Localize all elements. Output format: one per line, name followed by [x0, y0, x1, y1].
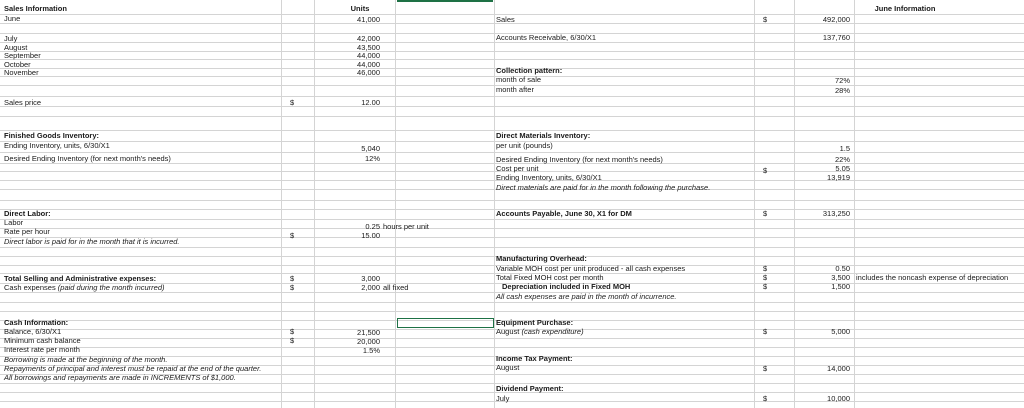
sga-currency: $ — [290, 274, 295, 283]
borrowing-note: Borrowing is made at the beginning of the month. — [4, 355, 168, 364]
accounts-payable-currency: $ — [763, 209, 768, 218]
month-units[interactable]: 43,500 — [357, 43, 380, 52]
month-after-value[interactable]: 28% — [834, 86, 850, 95]
june-info-title: June Information — [874, 4, 936, 13]
accounts-payable-label: Accounts Payable, June 30, X1 for DM — [496, 209, 632, 218]
fg-ending-label: Ending Inventory, units, 6/30/X1 — [4, 141, 110, 150]
month-label: August — [4, 43, 28, 52]
cash-expenses-value[interactable]: 2,000 — [361, 283, 380, 292]
fixed-moh-currency: $ — [763, 273, 768, 282]
selected-cell-top[interactable] — [397, 0, 493, 5]
sga-total-value[interactable]: 3,000 — [361, 274, 380, 283]
dm-per-unit-value[interactable]: 1.5 — [839, 144, 850, 153]
june-sales-currency: $ — [763, 15, 768, 24]
month-of-sale-label: month of sale — [496, 75, 542, 84]
depreciation-currency: $ — [763, 282, 768, 291]
sga-title: Total Selling and Administrative expenses: — [4, 274, 157, 283]
income-tax-currency: $ — [763, 364, 768, 373]
labor-value[interactable]: 0.25 — [365, 222, 380, 231]
sales-price-value[interactable]: 12.00 — [361, 98, 380, 107]
dividend-currency: $ — [763, 394, 768, 403]
equipment-currency: $ — [763, 327, 768, 336]
ar-value[interactable]: 137,760 — [822, 33, 850, 42]
labor-unit: hours per unit — [383, 222, 429, 231]
month-label: September — [4, 51, 41, 60]
units-header: Units — [350, 4, 370, 13]
month-label: July — [4, 34, 18, 43]
dm-inventory-title: Direct Materials Inventory: — [496, 131, 591, 140]
dm-ending-label: Ending Inventory, units, 6/30/X1 — [496, 173, 602, 182]
equipment-title: Equipment Purchase: — [496, 318, 574, 327]
income-tax-label: August — [496, 363, 520, 372]
cash-expenses-text: Cash expenses — [4, 283, 56, 292]
month-units[interactable]: 44,000 — [357, 60, 380, 69]
dm-desired-value[interactable]: 22% — [834, 155, 850, 164]
min-cash-label: Minimum cash balance — [4, 336, 81, 345]
cash-expenses-currency: $ — [290, 283, 295, 292]
accounts-payable-value[interactable]: 313,250 — [822, 209, 850, 218]
sales-price-label: Sales price — [4, 98, 42, 107]
dm-per-unit-label: per unit (pounds) — [496, 141, 553, 150]
ar-label: Accounts Receivable, 6/30/X1 — [496, 33, 597, 42]
june-units[interactable]: 41,000 — [357, 15, 380, 24]
depreciation-label: Depreciation included in Fixed MOH — [502, 282, 631, 291]
dm-desired-label: Desired Ending Inventory (for next month's needs) — [496, 155, 663, 164]
repayment-note: Repayments of principal and interest must be repaid at the end of the quarter. — [4, 364, 262, 373]
selected-cell-cash-balance[interactable] — [397, 318, 494, 328]
depreciation-value[interactable]: 1,500 — [831, 282, 850, 291]
rate-per-hour-value[interactable]: 15.00 — [361, 231, 380, 240]
dividend-label: July — [496, 394, 510, 403]
fg-desired-label: Desired Ending Inventory (for next month's needs) — [4, 154, 171, 163]
month-of-sale-value[interactable]: 72% — [834, 76, 850, 85]
fixed-moh-label: Total Fixed MOH cost per month — [496, 273, 604, 282]
fixed-moh-value[interactable]: 3,500 — [831, 273, 850, 282]
income-tax-title: Income Tax Payment: — [496, 354, 573, 363]
cash-balance-currency: $ — [290, 327, 295, 336]
cash-expenses-unit: all fixed — [383, 283, 409, 292]
fg-desired-value[interactable]: 12% — [364, 154, 380, 163]
collection-title: Collection pattern: — [496, 66, 563, 75]
fg-inventory-title: Finished Goods Inventory: — [4, 131, 100, 140]
increments-note: All borrowings and repayments are made in INCREMENTS of $1,000. — [4, 373, 236, 382]
june-sales-value[interactable]: 492,000 — [822, 15, 850, 24]
month-units[interactable]: 44,000 — [357, 51, 380, 60]
equipment-note: (cash expenditure) — [521, 327, 584, 336]
month-units[interactable]: 46,000 — [357, 68, 380, 77]
rate-per-hour-label: Rate per hour — [4, 227, 50, 236]
june-label: June — [4, 14, 21, 23]
variable-moh-label: Variable MOH cost per unit produced - all cash expenses — [496, 264, 686, 273]
dm-cost-currency: $ — [763, 166, 768, 175]
labor-payment-note: Direct labor is paid for in the month that it is incurred. — [4, 237, 180, 246]
income-tax-value[interactable]: 14,000 — [827, 364, 850, 373]
month-label: October — [4, 60, 31, 69]
min-cash-currency: $ — [290, 336, 295, 345]
fg-ending-value[interactable]: 5,040 — [361, 144, 380, 153]
rate-currency: $ — [290, 231, 295, 240]
equipment-label — [496, 327, 584, 336]
variable-moh-currency: $ — [763, 264, 768, 273]
cash-expenses-note: (paid during the month incurred) — [57, 283, 165, 292]
labor-label: Labor — [4, 218, 24, 227]
dividend-title: Dividend Payment: — [496, 384, 564, 393]
sales-title: Sales Information — [4, 4, 67, 13]
sales-price-currency: $ — [290, 98, 295, 107]
cash-info-title: Cash Information: — [4, 318, 69, 327]
variable-moh-value[interactable]: 0.50 — [835, 264, 850, 273]
dividend-value[interactable]: 10,000 — [827, 394, 850, 403]
cash-balance-value[interactable]: 21,500 — [357, 328, 380, 337]
month-units[interactable]: 42,000 — [357, 34, 380, 43]
min-cash-value[interactable]: 20,000 — [357, 337, 380, 346]
fixed-moh-note: includes the noncash expense of depreciation — [856, 273, 1009, 282]
month-after-label: month after — [496, 85, 534, 94]
june-sales-label: Sales — [496, 15, 515, 24]
interest-rate-label: Interest rate per month — [4, 345, 80, 354]
month-label: November — [4, 68, 39, 77]
moh-payment-note: All cash expenses are paid in the month of incurrence. — [496, 292, 677, 301]
moh-title: Manufacturing Overhead: — [496, 254, 587, 263]
equipment-value[interactable]: 5,000 — [831, 327, 850, 336]
dm-cost-value[interactable]: 5.05 — [835, 164, 850, 173]
cash-balance-label: Balance, 6/30/X1 — [4, 327, 62, 336]
cash-expenses-label — [4, 283, 165, 292]
equipment-month: August — [496, 327, 520, 336]
direct-labor-title: Direct Labor: — [4, 209, 51, 218]
dm-payment-note: Direct materials are paid for in the month following the purchase. — [496, 183, 711, 192]
dm-ending-value[interactable]: 13,919 — [827, 173, 850, 182]
interest-rate-value[interactable]: 1.5% — [362, 346, 380, 355]
dm-cost-label: Cost per unit — [496, 164, 539, 173]
